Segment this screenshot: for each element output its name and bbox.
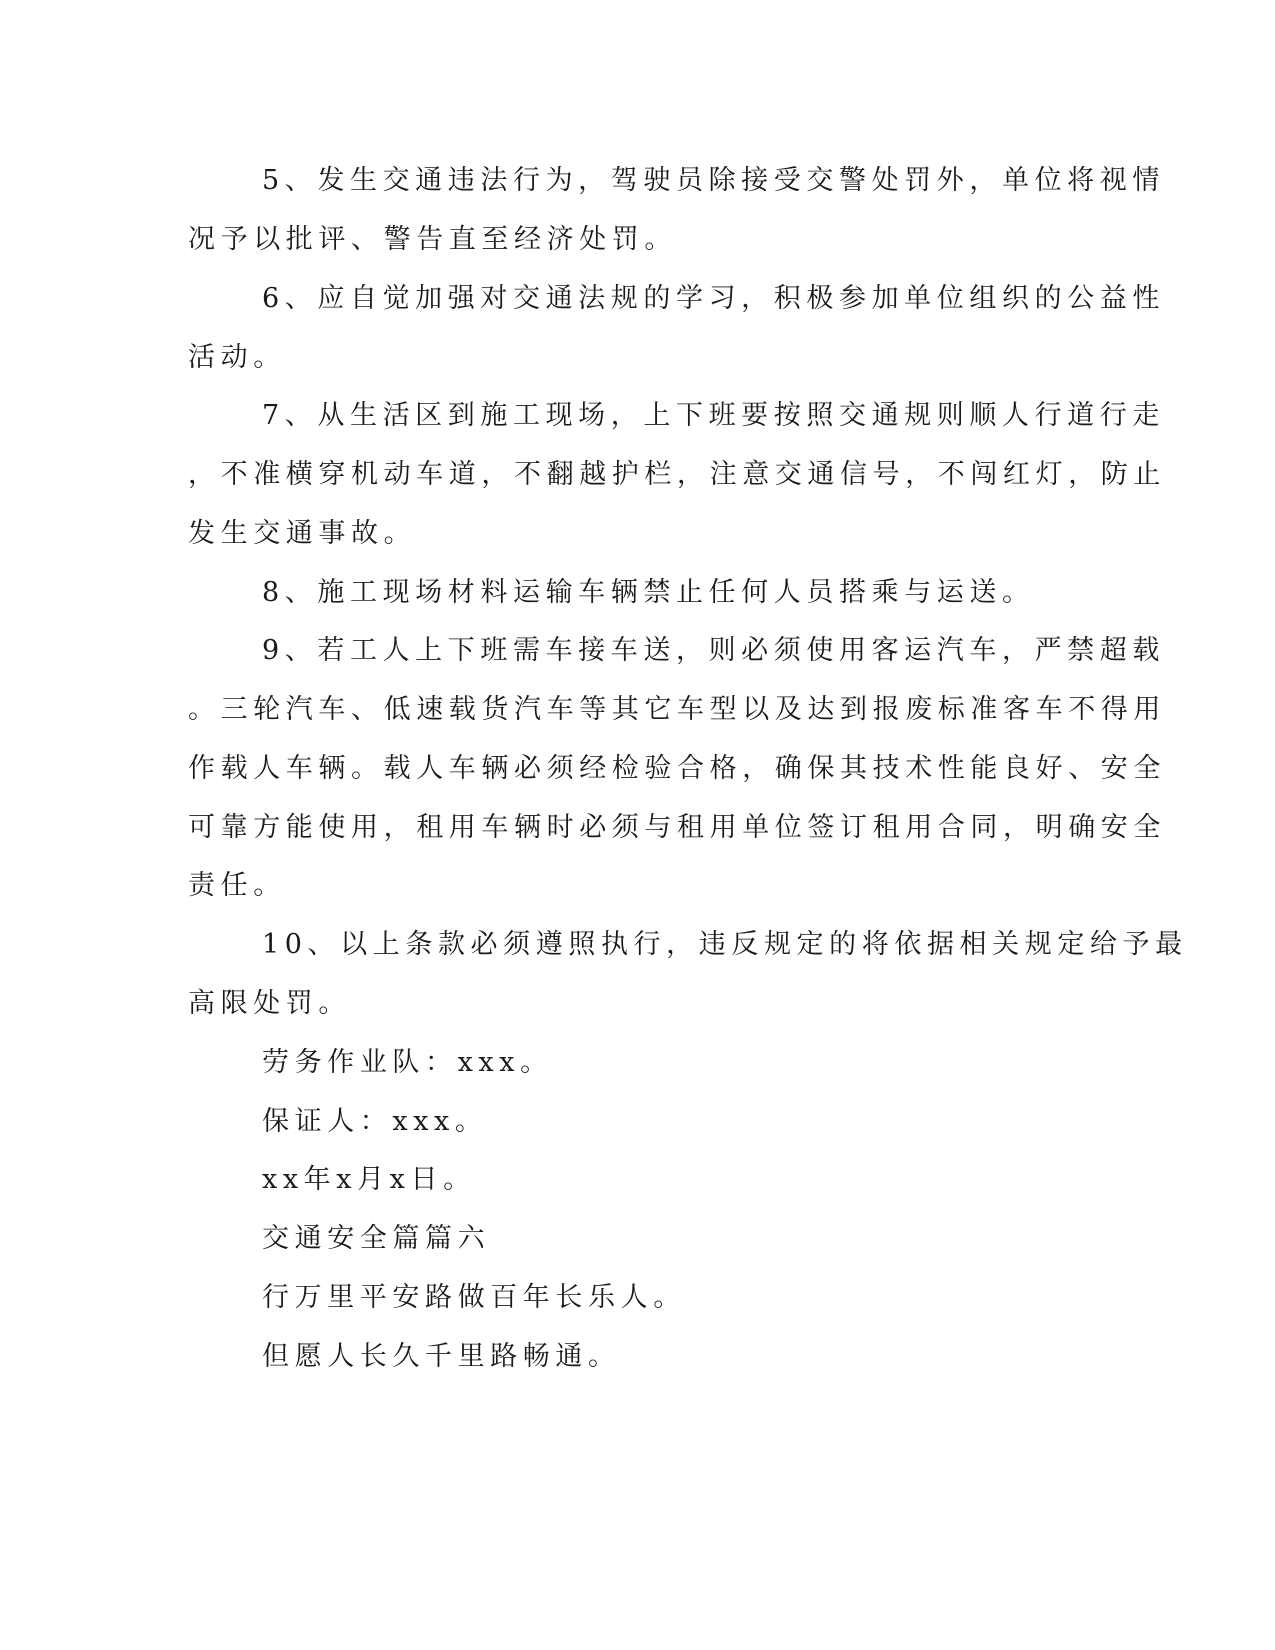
- text-line: 可靠方能使用，租用车辆时必须与租用单位签订租用合同，明确安全: [188, 812, 1166, 843]
- text-line: 作载人车辆。载人车辆必须经检验合格，确保其技术性能良好、安全: [188, 753, 1166, 784]
- section-title: 交通安全篇篇六: [262, 1223, 491, 1254]
- labor-team-line: 劳务作业队：xxx。: [262, 1047, 553, 1078]
- text-line: 6、应自觉加强对交通法规的学习，积极参加单位组织的公益性: [262, 283, 1165, 314]
- date-line: xx年x月x日。: [262, 1164, 476, 1195]
- guarantor-line: 保证人：xxx。: [262, 1106, 488, 1137]
- slogan-line: 行万里平安路做百年长乐人。: [262, 1282, 686, 1313]
- slogan-line: 但愿人长久千里路畅通。: [262, 1341, 621, 1372]
- text-line: 高限处罚。: [188, 988, 351, 1019]
- text-line: 5、发生交通违法行为，驾驶员除接受交警处罚外，单位将视情: [262, 165, 1165, 196]
- text-line: 活动。: [188, 342, 286, 373]
- text-line: 8、施工现场材料运输车辆禁止任何人员搭乘与运送。: [262, 577, 1035, 608]
- text-line: 7、从生活区到施工现场，上下班要按照交通规则顺人行道行走: [262, 400, 1165, 431]
- text-line: ，不准横穿机动车道，不翻越护栏，注意交通信号，不闯红灯，防止: [188, 459, 1166, 490]
- text-line: 责任。: [188, 870, 286, 901]
- text-line: 况予以批评、警告直至经济处罚。: [188, 224, 677, 255]
- text-line: 10、以上条款必须遵照执行，违反规定的将依据相关规定给予最: [262, 929, 1188, 960]
- text-line: 9、若工人上下班需车接车送，则必须使用客运汽车，严禁超载: [262, 635, 1165, 666]
- text-line: 发生交通事故。: [188, 518, 417, 549]
- text-line: 。三轮汽车、低速载货汽车等其它车型以及达到报废标准客车不得用: [188, 694, 1166, 725]
